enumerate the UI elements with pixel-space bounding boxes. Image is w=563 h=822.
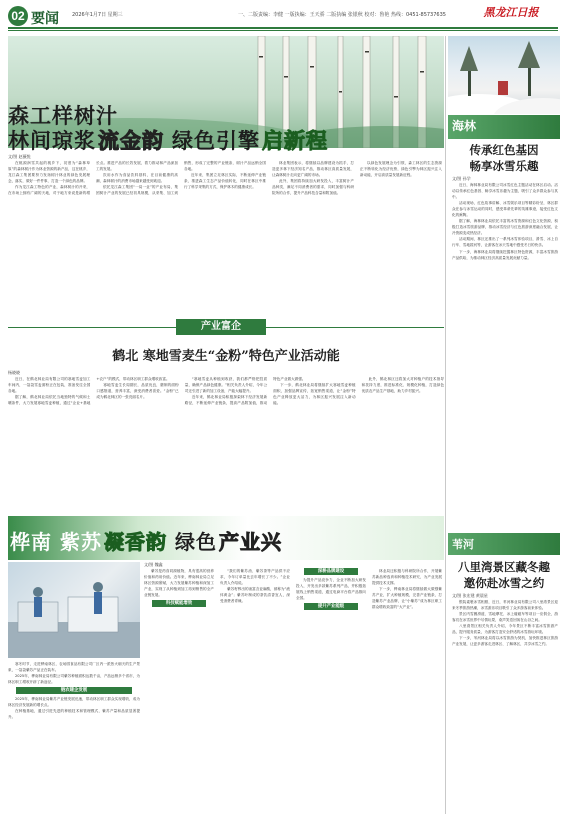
story3-paragraph: 林业局还积极与科研院所合作，开展紫苏新品种选育和种植技术研究，为产业发展提供技术支撑。 xyxy=(372,569,442,586)
lead-paragraph: 作为龙江森工特色的产业，森林树汁的开采，在市场上拥有广阔的天地，对于地方来说是新的增长点。推进产品的长效发展，着力推动林产品深加工的发展。 xyxy=(8,161,178,196)
column-divider xyxy=(445,36,446,814)
right-bottom-title-line2: 邀你赴冰雪之约 xyxy=(463,576,545,590)
right-top-byline: 文/图 孙学 xyxy=(452,176,471,181)
story3-paragraph: 紫苏是药食同源植物，具有很高的营养价值和药用价值。近年来，桦南林业局立足林区资源禀赋，大力发展紫苏种植和深加工产业，实现了从种植到加工再到销售的全产业链发展。 xyxy=(144,569,214,598)
right-bottom-paragraph: 下一步，苇河林业局将以冰雪旅游为契机，加快推进林区旅游产业发展，让更多游客走进林区、了解林区，共享冰雪之约。 xyxy=(452,636,558,647)
factory-line-illustration xyxy=(8,562,140,658)
story3-article-body xyxy=(144,568,442,814)
story2-byline: 杨晓晓 xyxy=(8,370,20,375)
right-bottom-title-line1: 八里湾景区藏冬趣 xyxy=(458,560,550,574)
story2-paragraph: 近年来，鹤北林业局积极探索林下经济发展新路径，不断延伸产业链条，提高产品附加值，推动特色产业做大做强。 xyxy=(184,377,306,406)
lead-paragraph: 近年来，集团立足林区实际，不断延伸产业链条，推进森工生态产品价值转化，同时在林区中推行了科学采集的方式，保护林木的健康成长。 xyxy=(184,173,266,190)
lead-headline-line2 xyxy=(8,125,330,155)
lead-headline-pop1: 流金韵 xyxy=(98,128,164,153)
right-bottom-article-body xyxy=(452,599,558,814)
section-banner-label: 产业富企 xyxy=(176,319,266,335)
story3-factory-photo xyxy=(8,562,140,658)
story2-paragraph: 据了解，鹤北林业局依托当地独特的气候和土壤条件，大力发展寒地雪麦种植，通过“企业+基地+农户”的模式，带动林区职工群众增收致富。 xyxy=(8,377,170,406)
editor-credits: 一、二版责编：李健 一版执编：王天骄 二版执编 张银秋 校对：鲁艳 热线：0451-85737635 xyxy=(238,12,446,18)
lead-headline-pop2: 启新程 xyxy=(262,128,328,153)
lead-paragraph: 依托龙江森工集团“一局一业”的产业布局，集团树汁产业的发展已经初具规模，从采集、加工到销售，形成了完整的产业链条，树汁产品远销全国各地。 xyxy=(96,161,266,196)
header-rule xyxy=(8,27,558,29)
story3-paragraph: 为提升产品竞争力，企业不断加大研发投入，开发出多款紫苏系列产品，并积极拓展线上销售渠道，通过电商平台将产品推向全国。 xyxy=(296,578,366,601)
right-top-paragraph: 活动期间，林区还推出了一系列冰雪体验项目，滑雪、冰上自行车、雪地拔河等，让游客在冰天雪地中感受冬日的快乐。 xyxy=(452,237,558,248)
story3-left-paragraph: 2025年，桦南林业局有限公司紫苏种植面积达数千亩，产品远销多个省市，为林区职工增收开辟了新途径。 xyxy=(8,674,140,685)
story3-paragraph: 紫苏籽榨出的油富含亚麻酸，被称为“液体黄金”；紫苏叶制成的茶饮清香宜人，深受消费者青睐。 xyxy=(220,587,290,604)
story3-subhead: 链农建企发展 xyxy=(16,687,132,694)
right-top-paragraph: 活动现场，红色故事讲解、冰雪娱乐项目等精彩纷呈，林区群众在参与冰雪运动的同时，感受革命先辈的英雄事迹，接受红色文化的熏陶。 xyxy=(452,201,558,218)
lead-paragraph: 林业集团表示，将继续以品牌建设为抓手，打造更多林下经济知名产品，推动林区高质量发展，让森林树汁走向更广阔的市场。 xyxy=(272,161,354,178)
right-top-paragraph: 近日，海林林业局有限公司冰雪红色主题活动在林区启动。活动以传承红色基因、畅享冰雪乐趣为主题，吸引了众多群众参与其中。 xyxy=(452,183,558,200)
story3-title-mid: 绿色 xyxy=(174,530,217,554)
lead-paragraph: 在桃源润雪共起的桃乡下，初度为“森林草原”的森林树汁作为林业资源的新产品，这在桃乡，龙江森工集团要努力发扬树汁林业的绿色发展理念，落实，做好一件件事，打造一个绿色的品牌。 xyxy=(8,161,90,184)
lead-article-body xyxy=(8,160,442,315)
lead-paragraph: 此外，集团将持续加大研发投入，丰富树汁产品种类，满足不同消费者的需求，同时加强与科研院所的合作，提升产品科技含量和附加值。 xyxy=(272,179,354,196)
lead-paragraph: 以绿色发展理念为引领，森工林区的生态资源正不断转化为经济优势，绿色引擎为林区振兴注入新动能，开启高质量发展新征程。 xyxy=(360,161,442,178)
story2-article-body xyxy=(8,376,444,514)
page-number-badge: 02 xyxy=(8,6,28,26)
lead-headline-pre: 林间琼浆 xyxy=(8,128,96,153)
snow-scene-illustration xyxy=(448,36,560,114)
story3-left-paragraph: 寒冬时节，走进桦南林区，农场园食品有限公司厂区内一派热火朝天的生产景象，一袋袋紫苏产品正在装车。 xyxy=(8,662,140,673)
story3-title xyxy=(10,526,284,555)
location-tag-hailin: 海林 xyxy=(452,119,477,133)
story3-byline: 文/图 魏鑫 xyxy=(144,562,163,567)
location-tag-weihe: 苇河 xyxy=(452,538,474,551)
section-title: 要闻 xyxy=(31,11,59,27)
story2-title: 鹤北 寒地雪麦生“金粉”特色产业活动能 xyxy=(112,349,340,364)
newspaper-brand-logo: 黑龙江日报 xyxy=(483,6,539,19)
lead-byline: 文/图 赵薇悦 xyxy=(8,154,31,159)
story2-paragraph: 寒地雪麦生长周期长，品质优良，磨制的面粉口感筋道，营养丰富，深受消费者喜爱。“金粉”已成为鹤北林区的一张亮丽名片。 xyxy=(96,383,179,400)
right-bottom-byline: 文/图 张宏建 黄晨星 xyxy=(452,593,488,598)
story3-title-pre: 桦南 紫苏 xyxy=(10,530,102,554)
story3-left-body xyxy=(8,661,140,814)
right-top-title-line1: 传承红色基因 xyxy=(469,143,539,157)
story2-paragraph: 此外，鹤北林区还将加大对种植户的技术指导和扶持力度，推进标准化、规模化种植，打造绿色优质农产品生产基地，助力乡村振兴。 xyxy=(361,377,444,394)
right-top-title-line2: 畅享冰雪乐趣 xyxy=(469,159,539,173)
right-bottom-paragraph: 银装素裹冰雪相照，近日，苇河林业局有限公司八里湾景区迎来冬季旅游热潮，冰雪游乐项目吸引了众多游客前来体验。 xyxy=(452,600,558,611)
story2-paragraph: 下一步，鹤北林业局将继续扩大寒地雪麦种植面积，加强品牌宣传，拓宽销售渠道，让“金粉”特色产业释放更大活力，为林区振兴发展注入新动能。 xyxy=(273,383,356,406)
story3-title-pop: 凝香韵 xyxy=(103,530,167,554)
right-top-paragraph: 据了解，海林林业局依托丰富的冰雪资源和红色文化资源，积极打造冰雪旅游品牌，推动冰雪经济与红色旅游深度融合发展，让冷资源变成热经济。 xyxy=(452,219,558,236)
story3-paragraph: 下一步，桦南林业局将继续做大做强紫苏产业，扩大种植规模，完善产业链条，打造紫苏产业品牌，让“小紫苏”成为林区职工群众增收致富的“大产业”。 xyxy=(372,587,442,610)
story2-paragraph: 近日，在鹤北林业局有限公司的寒地雪麦加工车间内，一袋袋雪麦面粉正在包装，准备发往全国各地。 xyxy=(8,377,91,394)
right-top-paragraph: 下一步，海林林业局将继续挖掘林区特色资源，丰富冰雪旅游产品供给，为推动林区经济高质量发展贡献力量。 xyxy=(452,249,558,260)
snow-photo xyxy=(448,36,560,114)
right-bottom-paragraph: 八里湾景区相关负责人介绍，今年景区不断丰富冰雪旅游产品，提升服务质量，为游客打造安全舒适的冰雪游玩环境。 xyxy=(452,624,558,635)
right-bottom-paragraph: 景区内雪圈滑道、雪地摩托、冰上碰碰车等项目一应俱全，游客们在冰雪世界中尽情玩耍，欢声笑语回荡在山谷之间。 xyxy=(452,612,558,623)
date-line: 2026年1月7日 星期三 xyxy=(72,12,123,18)
header-rule-thin xyxy=(8,30,558,31)
lead-paragraph: 饮用水作为食品饮料基料，在目前健康的高潮，森林树汁的消费市场越来越受到欢迎。 xyxy=(96,173,178,184)
story3-subhead: 科技赋能增效 xyxy=(152,600,206,607)
story3-subhead: 提升产业能级 xyxy=(304,603,358,610)
story3-left-paragraph: 在种植基地，通过引进先进的种植技术和管理模式，紫苏产量和品质显著提升。 xyxy=(8,709,140,720)
story3-left-paragraph: 2025年，桦南林业局紫苏产业链发展迅速，带动林区职工群众实现增收，成为林区经济发展新的增长点。 xyxy=(8,697,140,708)
story3-subhead: 深耕品牌建设 xyxy=(304,568,358,575)
story3-paragraph: “我们的紫苏油、紫苏茶等产品供不应求，今年订单量比去年增长了不少。”企业负责人介绍说。 xyxy=(220,569,290,586)
lead-headline-line1: 森工样树汁 xyxy=(8,103,118,128)
lead-headline-mid: 绿色引擎 xyxy=(172,128,260,153)
story3-title-pop2: 产业兴 xyxy=(218,530,282,554)
story2-paragraph: “寒地雪麦从种植到收获，我们都严格把控质量，确保产品绿色健康。”相关负责人介绍，今年公司还引进了新的加工设备，产能大幅提升。 xyxy=(184,377,268,394)
right-top-article-body xyxy=(452,182,558,530)
